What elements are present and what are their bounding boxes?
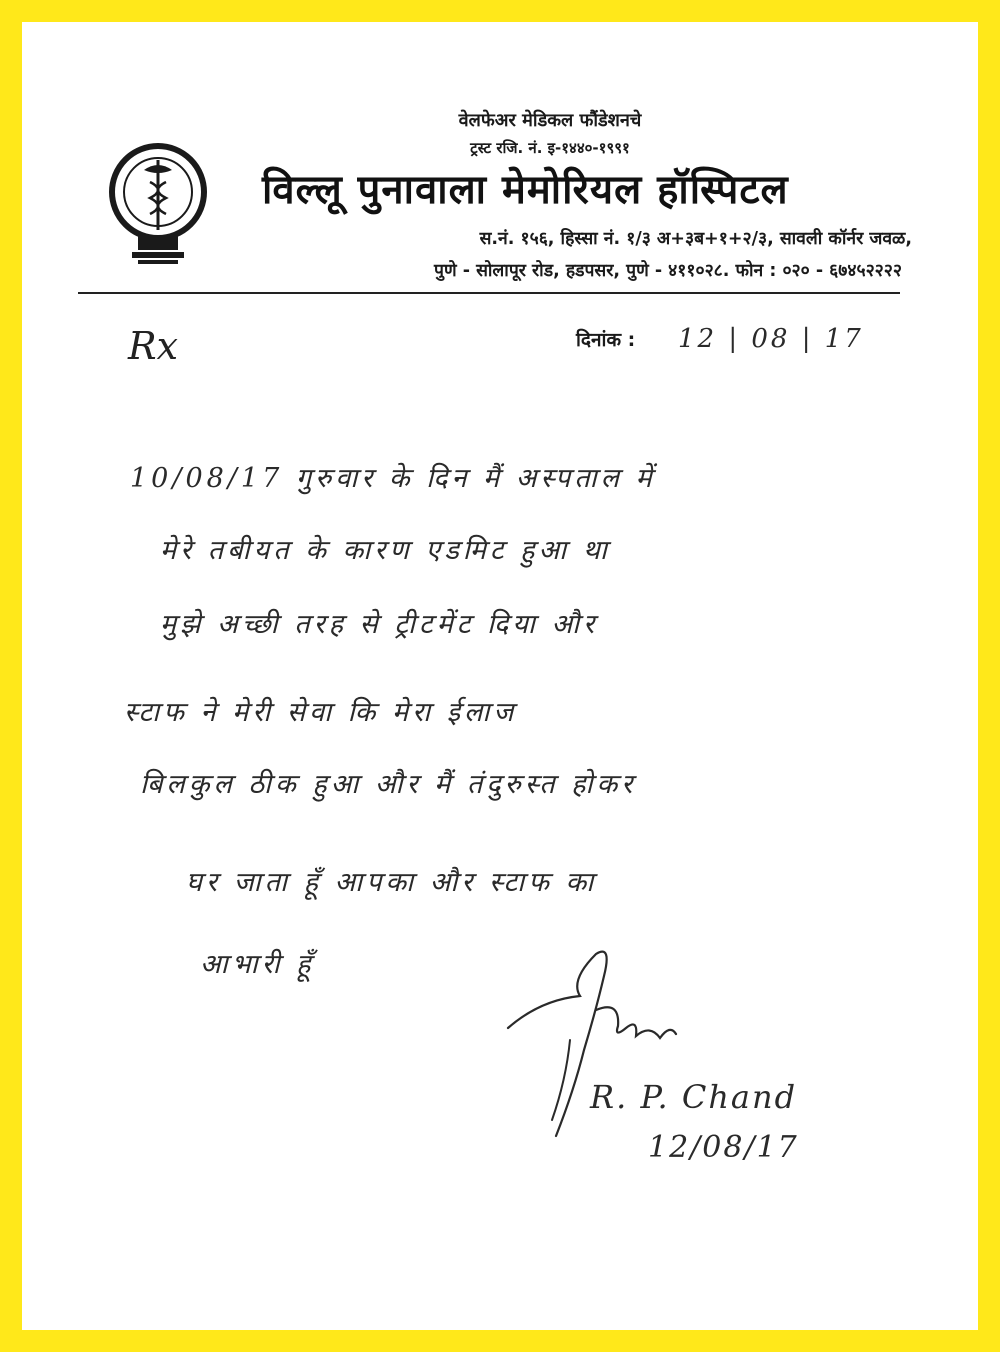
caduceus-emblem-icon [108,140,208,270]
foundation-name: वेलफेअर मेडिकल फौंडेशनचे [458,110,642,131]
note-line-4: स्टाफ ने मेरी सेवा कि मेरा ईलाज [124,697,518,728]
note-line-7: आभारी हूँ [200,949,315,980]
date-label: दिनांक : [576,329,636,351]
address-line-2: पुणे - सोलापूर रोड, हडपसर, पुणे - ४११०२८. फोन : ०२० - ६७४५२२२२ [434,261,902,281]
note-line-2: मेरे तबीयत के कारण एडमिट हुआ था [160,535,611,566]
note-line-6: घर जाता हूँ आपका और स्टाफ का [186,867,598,898]
note-line-1: 10/08/17 गुरुवार के दिन मैं अस्पताल में [130,463,656,494]
header-divider [78,292,900,294]
signature-date: 12/08/17 [648,1130,799,1165]
date-value: 12 | 08 | 17 [678,324,864,354]
note-line-5: बिलकुल ठीक हुआ और मैं तंदुरुस्त होकर [140,769,637,800]
hospital-name: विल्लू पुनावाला मेमोरियल हॉस्पिटल [262,167,789,213]
note-line-3: मुझे अच्छी तरह से ट्रीटमेंट दिया और [160,609,599,640]
rx-symbol: Rx [128,324,179,368]
address-line-1: स.नं. १५६, हिस्सा नं. १/३ अ+३ब+१+२/३, सावली कॉर्नर जवळ, [479,229,912,249]
signatory-name: R. P. Chand [590,1078,798,1116]
trust-registration: ट्रस्ट रजि. नं. इ-१४४०-१९९१ [470,139,630,157]
